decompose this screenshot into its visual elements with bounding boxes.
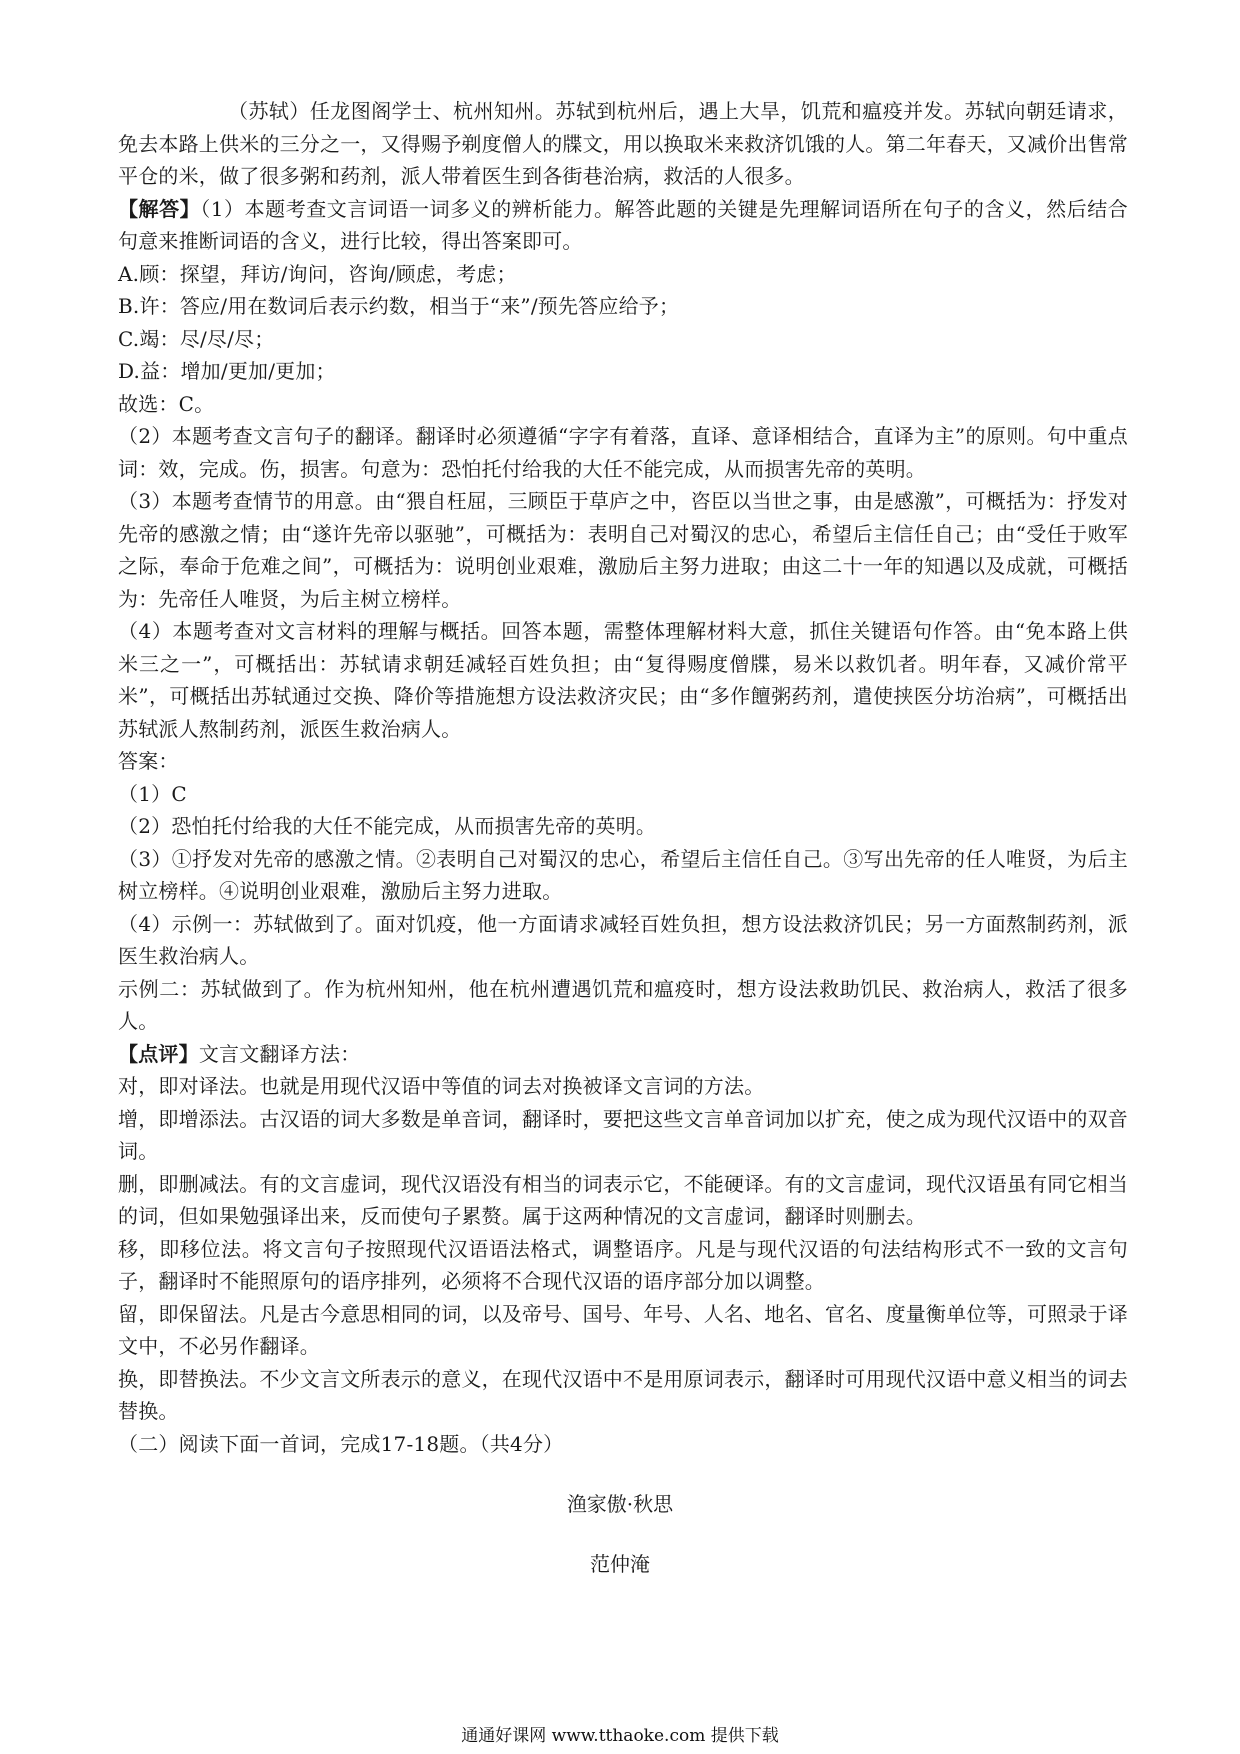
section-two-instruction: （二）阅读下面一首词，完成17-18题。（共4分） bbox=[118, 1431, 564, 1456]
choice-result: 故选：C。 bbox=[118, 391, 215, 416]
method-tihuan: 换，即替换法。不少文言文所表示的意义，在现代汉语中不是用原词表示，翻译时可用现代汉语中意义相当的词去替换。 bbox=[118, 1366, 1128, 1423]
answer-heading: 答案： bbox=[118, 749, 179, 773]
final-answer-3: （3）①抒发对先帝的感激之情。②表明自己对蜀汉的忠心，希望后主信任自己。③写出先帝的任人唯贤，为后主树立榜样。④说明创业艰难，激励后主努力进取。 bbox=[118, 846, 1128, 903]
final-answer-2: （2）恐怕托付给我的大任不能完成，从而损害先帝的英明。 bbox=[118, 814, 657, 838]
answer-part-3: （3）本题考查情节的用意。由“猥自枉屈，三顾臣于草庐之中，咨臣以当世之事，由是感激”，可概括为：抒发对先帝的感激之情；由“遂许先帝以驱驰”，可概括为：表明自己对蜀汉的忠心，希望后主信任自己；由“受任于败军之际，奉命于危难之间”，可概括为：说明创业艰难，激励后主努力进取；由这二十一年的知遇以及成就，可概括为：先帝任人唯贤，为后主树立榜样。 bbox=[118, 489, 1128, 611]
document-body bbox=[118, 95, 1128, 1460]
method-duiyi: 对，即对译法。也就是用现代汉语中等值的词去对换被译文言词的方法。 bbox=[118, 1074, 765, 1098]
poem-title: 渔家傲·秋思 bbox=[566, 1492, 674, 1516]
final-answer-1: （1）C bbox=[118, 781, 187, 806]
option-a: A.顾：探望，拜访/询问，咨询/顾虑，考虑； bbox=[118, 261, 517, 286]
poem-author: 范仲淹 bbox=[590, 1552, 650, 1576]
method-baoliu: 留，即保留法。凡是古今意思相同的词，以及帝号、国号、年号、人名、地名、官名、度量衡单位等，可照录于译文中，不必另作翻译。 bbox=[118, 1301, 1128, 1358]
review-label: 【点评】 bbox=[118, 1041, 199, 1066]
final-answer-4-example-1: （4）示例一：苏轼做到了。面对饥疫，他一方面请求减轻百姓负担，想方设法救济饥民；另一方面熬制药剂，派医生救治病人。 bbox=[118, 911, 1128, 968]
final-answer-4-example-2: 示例二：苏轼做到了。作为杭州知州，他在杭州遭遇饥荒和瘟疫时，想方设法救助饥民、救治病人，救活了很多人。 bbox=[118, 976, 1128, 1033]
answer-part-4: （4）本题考查对文言材料的理解与概括。回答本题，需整体理解材料大意，抓住关键语句作答。由“免本路上供米三之一”，可概括出：苏轼请求朝廷减轻百姓负担；由“复得赐度僧牒，易米以救饥者。明年春，又减价常平米”，可概括出苏轼通过交换、降价等措施想方设法救济灾民；由“多作饘粥药剂，遣使挟医分坊治病”，可概括出苏轼派人熬制药剂，派医生救治病人。 bbox=[118, 619, 1128, 741]
review-heading-text: 文言文翻译方法： bbox=[198, 1041, 361, 1066]
footer-source: 通通好课网 www.tthaoke.com 提供下载 bbox=[461, 1726, 779, 1746]
option-c: C.竭：尽/尽/尽； bbox=[118, 326, 275, 351]
option-b: B.许：答应/用在数词后表示约数，相当于“来”/预先答应给予； bbox=[118, 294, 680, 318]
option-d: D.益：增加/更加/更加； bbox=[118, 359, 336, 383]
translation-paragraph: （苏轼）任龙图阁学士、杭州知州。苏轼到杭州后，遇上大旱，饥荒和瘟疫并发。苏轼向朝廷请求，免去本路上供米的三分之一，又得赐予剃度僧人的牒文，用以换取米来救济饥饿的人。第二年春天，又减价出售常平仓的米，做了很多粥和药剂，派人带着医生到各街巷治病，救活的人很多。 bbox=[118, 99, 1128, 188]
answer-part-2: （2）本题考查文言句子的翻译。翻译时必须遵循“字字有着落，直译、意译相结合，直译为主”的原则。句中重点词：效，完成。伤，损害。句意为：恐怕托付给我的大任不能完成，从而损害先帝的英明。 bbox=[118, 424, 1128, 481]
method-yiwei: 移，即移位法。将文言句子按照现代汉语语法格式，调整语序。凡是与现代汉语的句法结构形式不一致的文言句子，翻译时不能照原句的语序排列，必须将不合现代汉语的语序部分加以调整。 bbox=[118, 1236, 1128, 1293]
answer-label: 【解答】 bbox=[118, 196, 201, 221]
answer-part-1 bbox=[118, 193, 1128, 258]
review-heading bbox=[118, 1038, 1128, 1071]
method-shanjian: 删，即删减法。有的文言虚词，现代汉语没有相当的词表示它，不能硬译。有的文言虚词，现代汉语虽有同它相当的词，但如果勉强译出来，反而使句子累赘。属于这两种情况的文言虚词，翻译时则删去。 bbox=[118, 1171, 1128, 1228]
answer-part-1-text: （1）本题考查文言词语一词多义的辨析能力。解答此题的关键是先理解词语所在句子的含义，然后结合句意来推断词语的含义，进行比较，得出答案即可。 bbox=[118, 196, 1128, 253]
method-zengtian: 增，即增添法。古汉语的词大多数是单音词，翻译时，要把这些文言单音词加以扩充，使之成为现代汉语中的双音词。 bbox=[118, 1106, 1128, 1163]
